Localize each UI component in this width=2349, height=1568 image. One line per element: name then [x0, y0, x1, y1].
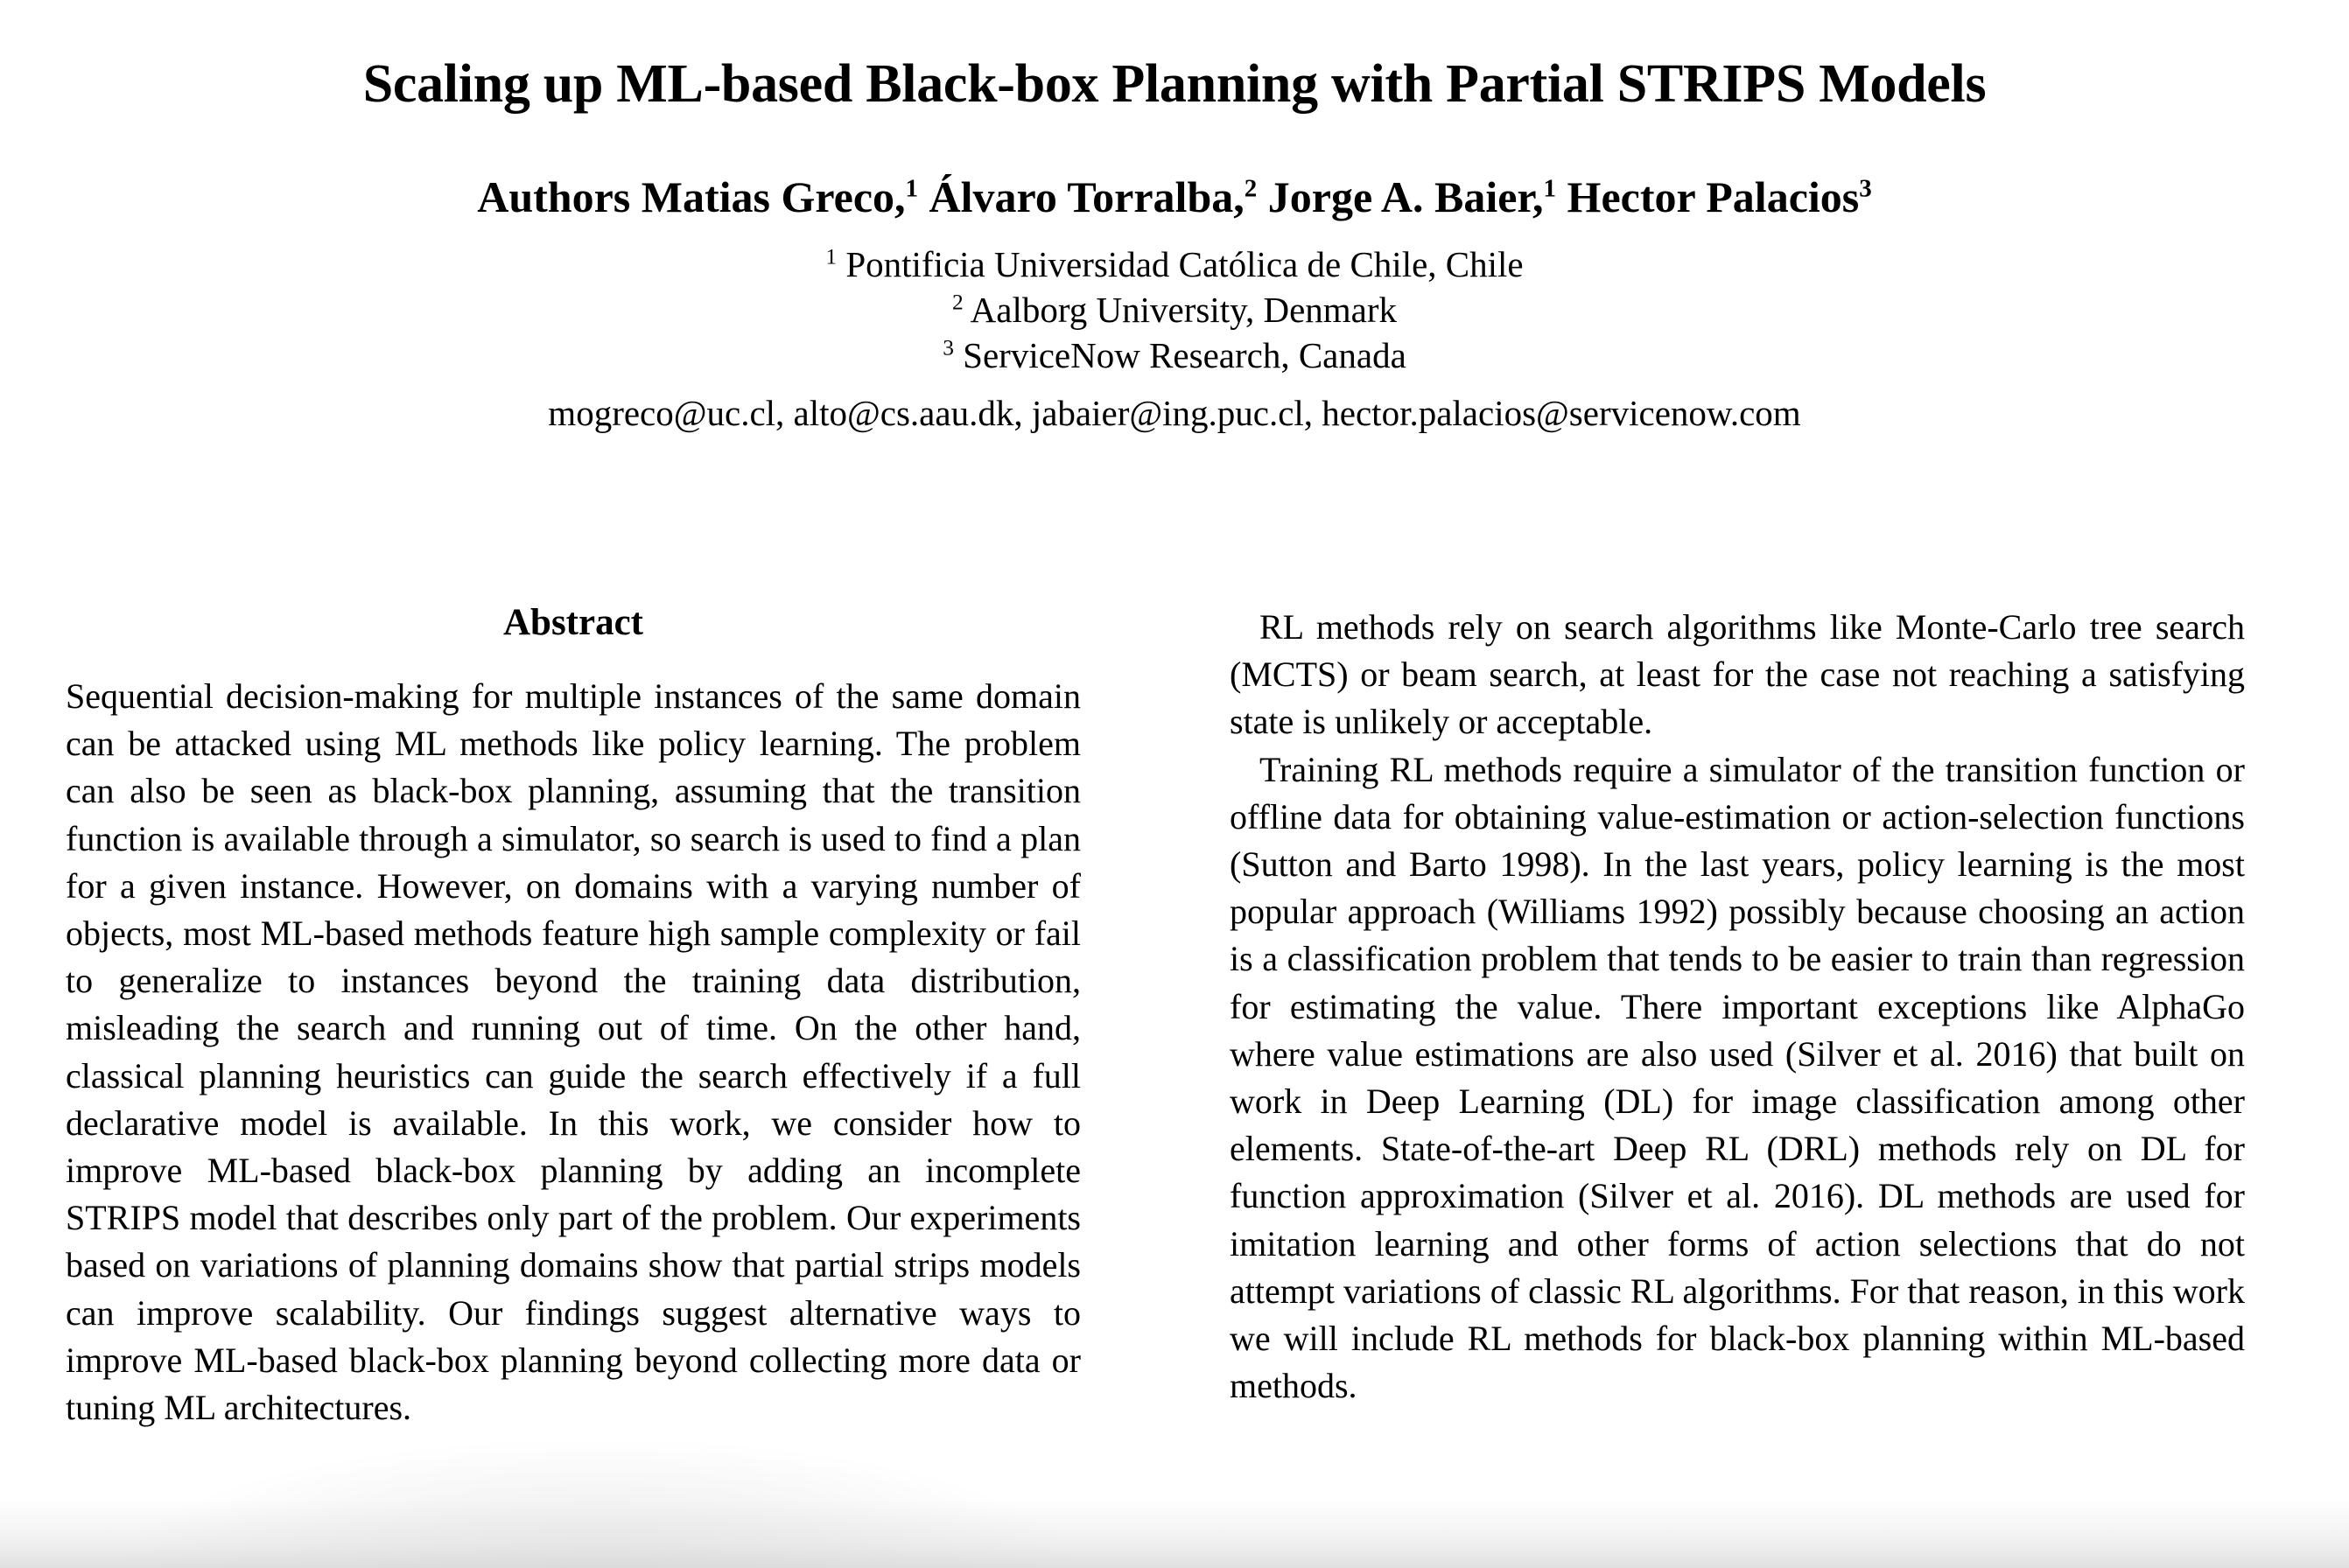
affiliation-1	[0, 242, 2349, 288]
author-affil-marker-2: 2	[1244, 174, 1258, 203]
affiliation-2	[0, 288, 2349, 333]
author-emails: mogreco@uc.cl, alto@cs.aau.dk, jabaier@ing.puc.cl, hector.palacios@servicenow.com	[548, 393, 1801, 434]
authors-line	[0, 171, 2349, 223]
affiliation-marker-1: 1	[825, 244, 838, 270]
intro-paragraph-2: Training RL methods require a simulator of the transition function or offline data for obtaining value-estimation or action-selection functions (Sutton and Barto 1998). In the last years, policy learning is the most popular approach (Williams 1992) possibly because choosing an action is a classification problem that tends to be easier to train than regression for estimating the value. There important exceptions like AlphaGo where value estimations are also used (Silver et al. 2016) that built on work in Deep Learning (DL) for image classification among other elements. State-of-the-art Deep RL (DRL) methods rely on DL for function approximation (Silver et al. 2016). DL methods are used for imitation learning and other forms of action selections that do not attempt variations of classic RL algorithms. For that reason, in this work we will include RL methods for black-box planning within ML-based methods.	[1230, 749, 2245, 1406]
body-columns	[0, 604, 2349, 1568]
title-block	[0, 0, 2349, 436]
affiliation-text-1: Pontificia Universidad Católica de Chile, Chile	[837, 244, 1524, 285]
author-affil-marker-3: 1	[1543, 174, 1557, 203]
affiliation-text-2: Aalborg University, Denmark	[963, 290, 1398, 331]
author-prefix: Authors Matias Greco,	[477, 172, 906, 222]
affiliations-block	[0, 242, 2349, 378]
affiliation-3	[0, 333, 2349, 379]
affiliation-marker-2: 2	[951, 290, 964, 315]
abstract-body: Sequential decision-making for multiple instances of the same domain can be attacked using ML methods like policy learning. The problem can also be seen as black-box planning, assuming that the transition function is available through a simulator, so search is used to find a plan for a given instance. However, on domains with a varying number of objects, most ML-based methods feature high sample complexity or fail to generalize to instances beyond the training data distribution, misleading the search and running out of time. On the other hand, classical planning heuristics can guide the search effectively if a full declarative model is available. In this work, we consider how to improve ML-based black-box planning by adding an incomplete STRIPS model that describes only part of the problem. Our experiments based on variations of planning domains show that partial strips models can improve scalability. Our findings suggest alternative ways to improve ML-based black-box planning beyond collecting more data or tuning ML architectures.	[66, 676, 1081, 1428]
author-name-3: Jorge A. Baier,	[1267, 172, 1544, 222]
author-name-2: Álvaro Torralba,	[929, 172, 1245, 222]
left-column	[66, 604, 1081, 1432]
right-column	[1230, 604, 2245, 1410]
affiliation-text-3: ServiceNow Research, Canada	[953, 334, 1406, 375]
author-name-4: Hector Palacios	[1567, 172, 1860, 222]
page-title: Scaling up ML-based Black-box Planning with Partial STRIPS Models	[362, 54, 1987, 114]
intro-paragraph-1: RL methods rely on search algorithms like Monte-Carlo tree search (MCTS) or beam search, at least for the case not reaching a satisfying state is unlikely or acceptable.	[1230, 607, 2245, 742]
author-affil-marker-1: 1	[905, 174, 919, 203]
author-affil-marker-4: 3	[1859, 174, 1872, 203]
affiliation-marker-3: 3	[943, 335, 954, 360]
abstract-heading: Abstract	[502, 602, 643, 643]
